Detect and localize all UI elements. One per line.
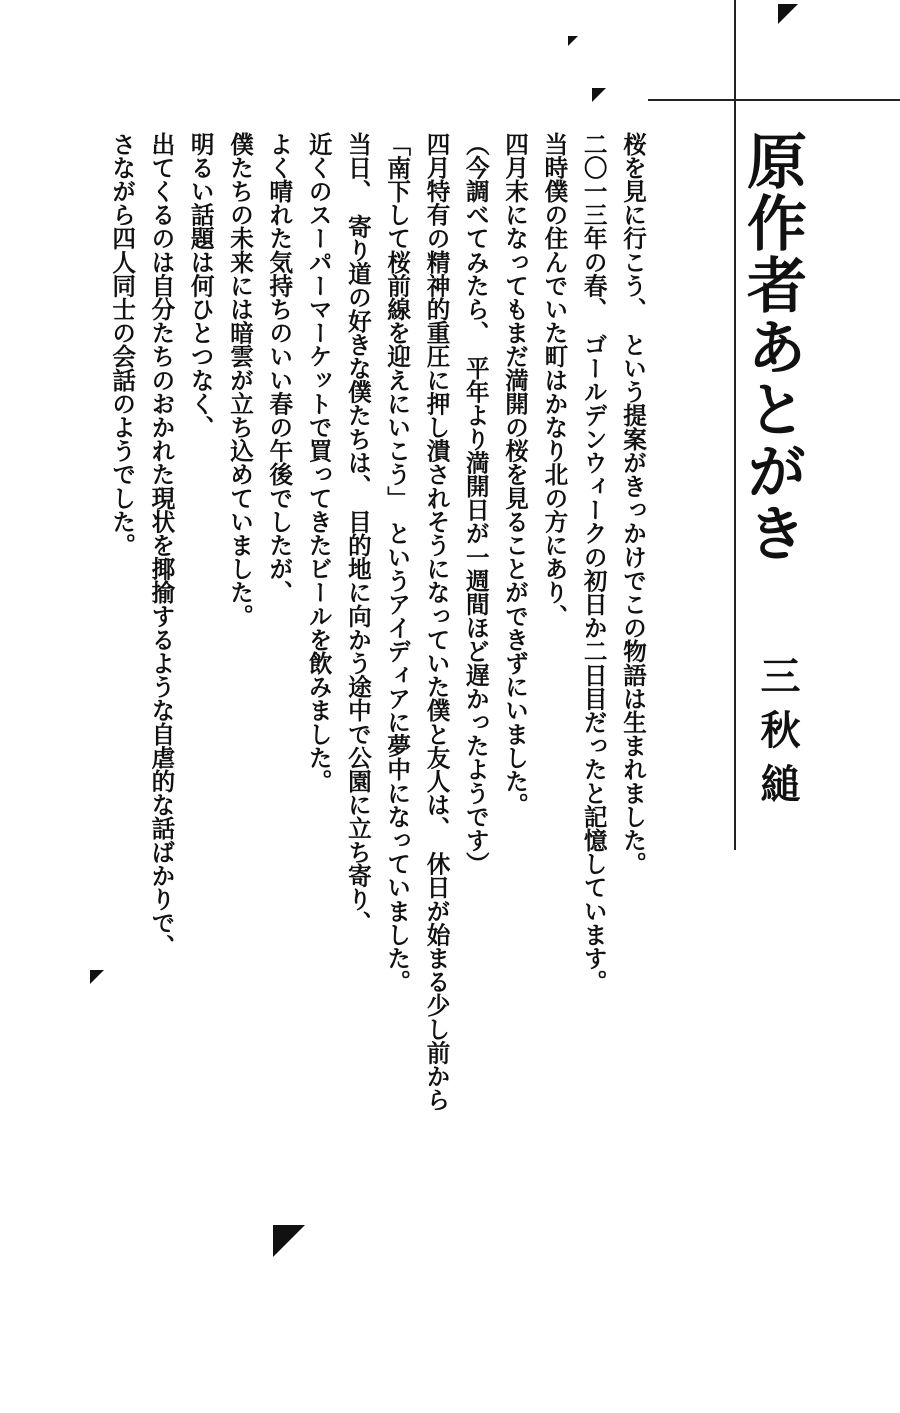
paragraph: 僕たちの未来には暗雲が立ち込めていました。: [226, 132, 255, 628]
paragraph: 桜を見に行こう、 という提案がきっかけでこの物語は生まれました。: [619, 132, 647, 876]
paragraph: 二〇一三年の春、 ゴールデンウィークの初日か二日目だったと記憶しています。: [579, 132, 608, 994]
paragraph: 近くのスーパーマーケットで買ってきたビールを飲みました。: [304, 132, 333, 793]
horizontal-rule: [648, 99, 900, 101]
paragraph: 四月末になってもまだ満開の桜を見ることができずにいました。: [501, 132, 530, 817]
paragraph: さながら四人同士の会話のようでした。: [108, 132, 137, 557]
corner-mark-icon: [568, 36, 578, 46]
corner-mark-icon: [273, 1225, 305, 1257]
paragraph: （今調べてみたら、 平年より満開日が一週間ほど遅かったようです）: [461, 132, 490, 876]
paragraph: よく晴れた気持ちのいい春の午後でしたが、: [265, 132, 294, 604]
paragraph: 当時僕の住んでいた町はかなり北の方にあり、: [540, 132, 569, 628]
afterword-body: [102, 132, 652, 1132]
vertical-rule: [734, 0, 736, 850]
page-title: 原作者あとがき: [737, 130, 807, 564]
paragraph: 四月特有の精神的重圧に押し潰されそうになっていた僕と友人は、 休日が始まる少し前から: [422, 132, 451, 1112]
paragraph: 明るい話題は何ひとつなく、: [186, 132, 215, 439]
paragraph: 出てくるのは自分たちのおかれた現状を揶揄するような自虐的な話ばかりで、: [147, 132, 176, 958]
corner-mark-icon: [778, 4, 798, 24]
paragraph: 当日、 寄り道の好きな僕たちは、 目的地に向かう途中で公園に立ち寄り、: [343, 132, 372, 935]
paragraph: 「南下して桜前線を迎えにいこう」 というアイディアに夢中になっていました。: [383, 132, 412, 994]
author-name: 三秋縋: [754, 655, 800, 817]
corner-mark-icon: [592, 88, 606, 102]
